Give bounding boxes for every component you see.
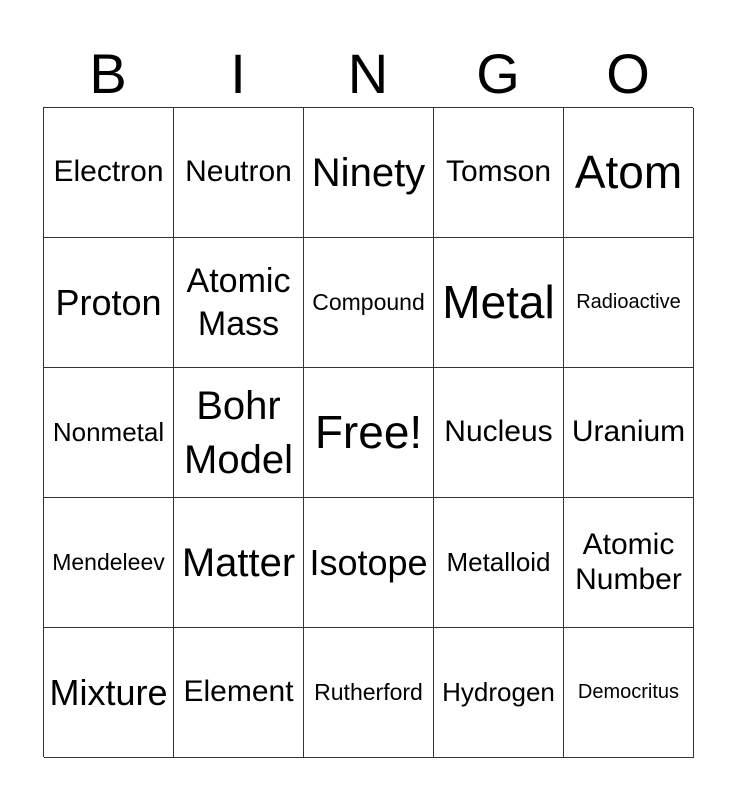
- bingo-cell[interactable]: Uranium: [564, 368, 694, 498]
- bingo-cell[interactable]: Ninety: [304, 108, 434, 238]
- bingo-cell[interactable]: Atomic Mass: [174, 238, 304, 368]
- bingo-cell[interactable]: Proton: [44, 238, 174, 368]
- bingo-cell[interactable]: Compound: [304, 238, 434, 368]
- bingo-cell[interactable]: Bohr Model: [174, 368, 304, 498]
- bingo-cell[interactable]: Rutherford: [304, 628, 434, 758]
- bingo-cell[interactable]: Element: [174, 628, 304, 758]
- header-letter-b: B: [89, 42, 127, 105]
- bingo-cell[interactable]: Matter: [174, 498, 304, 628]
- bingo-cell[interactable]: Metalloid: [434, 498, 564, 628]
- bingo-cell[interactable]: Hydrogen: [434, 628, 564, 758]
- bingo-header: [43, 40, 693, 108]
- bingo-cell[interactable]: Tomson: [434, 108, 564, 238]
- header-letter-g: G: [476, 42, 520, 105]
- bingo-cell[interactable]: Isotope: [304, 498, 434, 628]
- bingo-cell[interactable]: Democritus: [564, 628, 694, 758]
- bingo-cell[interactable]: Metal: [434, 238, 564, 368]
- bingo-cell[interactable]: Nucleus: [434, 368, 564, 498]
- header-letter-i: I: [230, 42, 246, 105]
- bingo-cell[interactable]: Mixture: [44, 628, 174, 758]
- free-space-cell[interactable]: Free!: [304, 368, 434, 498]
- header-letter-n: N: [347, 42, 389, 105]
- bingo-cell[interactable]: Radioactive: [564, 238, 694, 368]
- bingo-cell[interactable]: Atom: [564, 108, 694, 238]
- bingo-cell[interactable]: Neutron: [174, 108, 304, 238]
- bingo-cell[interactable]: Atomic Number: [564, 498, 694, 628]
- bingo-board: [43, 107, 693, 757]
- bingo-cell[interactable]: Electron: [44, 108, 174, 238]
- header-letter-o: O: [606, 42, 650, 105]
- bingo-cell[interactable]: Mendeleev: [44, 498, 174, 628]
- bingo-cell[interactable]: Nonmetal: [44, 368, 174, 498]
